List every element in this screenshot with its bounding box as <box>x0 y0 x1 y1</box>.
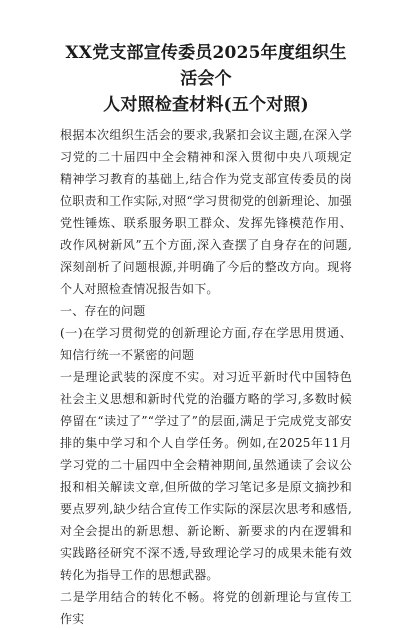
section-heading: 一、存在的问题 <box>60 304 146 318</box>
document-title <box>60 40 352 118</box>
paragraph-point-2: 二是学用结合的转化不畅。将党的创新理论与宣传工作实 <box>60 590 352 626</box>
intro-paragraph: 根据本次组织生活会的要求,我紧扣会议主题,在深入学习党的二十届四中全会精神和深入贯彻中央八项规定精神学习教育的基础上,结合作为党支部宣传委员的岗位职责和工作实际,对照“学习贯彻党的创新理论、加强党性锤炼、联系服务职工群众、发挥先锋模范作用、改作风树新风”五个方面,深入查摆了自身存在的问题,深刻剖析了问题根源,并明确了今后的整改方向。现将个人对照检查情况报告如下。 <box>60 128 352 296</box>
subsection-heading: (一)在学习贯彻党的创新理论方面,存在学思用贯通、知信行统一不紧密的问题 <box>60 326 352 362</box>
paragraph-point-1: 一是理论武装的深度不实。对习近平新时代中国特色社会主义思想和新时代党的治疆方略的学习,多数时候停留在“读过了”“学过了”的层面,满足于完成党支部安排的集中学习和个人自学任务。例如,在2025年11月学习党的二十届四中全会精神期间,虽然通读了会议公报和相关解读文章,但所做的学习笔记多是原文摘抄和要点罗列,缺少结合宣传工作实际的深层次思考和感悟,对全会提出的新思想、新论断、新要求的内在逻辑和实践路径研究不深不透,导致理论学习的成果未能有效转化为指导工作的思想武器。 <box>60 370 352 582</box>
title-line-1: XX党支部宣传委员2025年度组织生活会个 <box>65 43 347 89</box>
title-line-2: 人对照检查材料(五个对照) <box>103 95 309 115</box>
